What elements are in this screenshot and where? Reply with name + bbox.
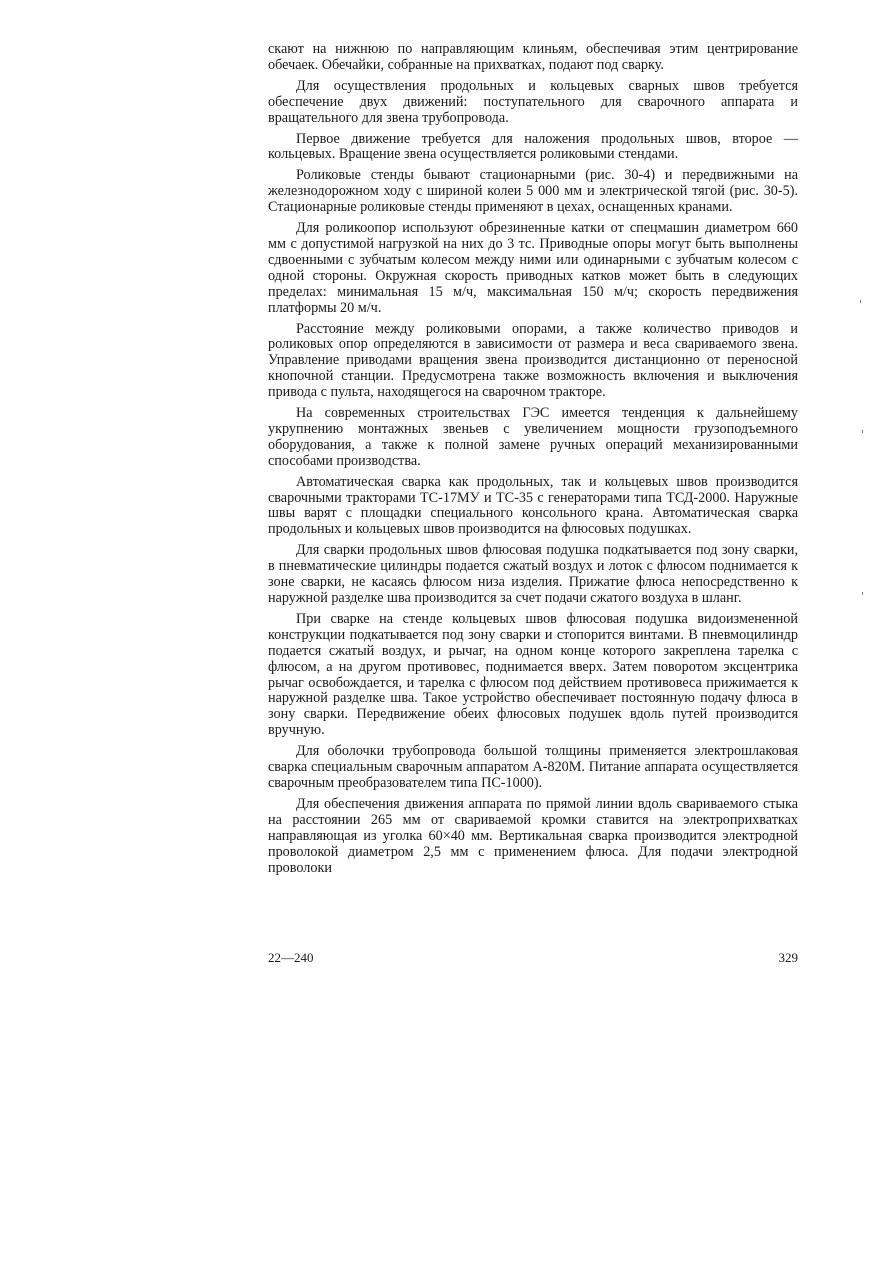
paragraph-11: Для оболочки трубопровода большой толщины применяется электрошлаковая сварка специальным сварочным аппаратом А-820М. Питание аппарата осуществляется сварочным преобразователем типа ПС-1000). bbox=[268, 743, 798, 791]
page-body bbox=[268, 42, 798, 876]
signature-mark: 22—240 bbox=[268, 950, 314, 965]
paragraph-4: Роликовые стенды бывают стационарными (рис. 30-4) и передвижными на железнодорожном ходу с шириной колеи 5 000 мм и электрической тягой (рис. 30-5). Стационарные роликовые стенды применяют в цехах, оснащенных кранами. bbox=[268, 167, 798, 216]
scan-speck bbox=[862, 592, 863, 595]
paragraph-10: При сварке на стенде кольцевых швов флюсовая подушка видоизмененной конструкции подкатывается под зону сварки и стопорится винтами. В пневмоцилиндр подается сжатый воздух, и рычаг, на одном конце которого закреплена тарелка с флюсом, а на другом противовес, поднимается вверх. Затем поворотом эксцентрика рычаг освобождается, и тарелка с флюсом под действием противовеса прижимается к наружной разделке шва. Такое устройство обеспечивает постоянную подачу флюса в зону сварки. Передвижение обеих флюсовых подушек вдоль путей производится вручную. bbox=[268, 610, 798, 739]
paragraph-1: скают на нижнюю по направляющим клиньям, обеспечивая этим центрирование обечаек. Обечайки, собранные на прихватках, подают под сварку. bbox=[268, 41, 798, 73]
paragraph-6: Расстояние между роликовыми опорами, а также количество приводов и роликовых опор определяются в зависимости от размера и веса свариваемого звена. Управление приводами вращения звена производится дистанционно от переносной кнопочной станции. Предусмотрена также возможность включения и выключения привода с пульта, находящегося на сварочном тракторе. bbox=[268, 320, 798, 401]
page-number: 329 bbox=[778, 950, 798, 965]
paragraph-3: Первое движение требуется для наложения продольных швов, второе — кольцевых. Вращение звена осуществляется роликовыми стендами. bbox=[268, 130, 798, 163]
scan-speck bbox=[860, 300, 861, 303]
paragraph-5: Для роликоопор используют обрезиненные катки от спецмашин диаметром 660 мм с допустимой нагрузкой на них до 3 тс. Приводные опоры могут быть выполнены сдвоенными с зубчатым колесом между ними или одинарными с зубчатым колесом с одной стороны. Окружная скорость приводных катков может быть в следующих пределах: минимальная 15 м/ч, максимальная 150 м/ч; скорость передвижения платформы 20 м/ч. bbox=[268, 220, 798, 316]
paragraph-8: Автоматическая сварка как продольных, так и кольцевых швов производится сварочными тракторами ТС-17МУ и ТС-35 с генераторами типа ТСД-2000. Наружные швы варят с площадки специального консольного крана. Автоматическая сварка продольных и кольцевых швов производится на флюсовых подушках. bbox=[268, 473, 798, 538]
scan-speck bbox=[862, 430, 863, 433]
paragraph-7: На современных строительствах ГЭС имеется тенденция к дальнейшему укрупнению монтажных звеньев с увеличением мощности грузоподъемного оборудования, а также к полной замене ручных операций механизированными способами производства. bbox=[268, 405, 798, 469]
paragraph-2: Для осуществления продольных и кольцевых сварных швов требуется обеспечение двух движений: поступательного для сварочного аппарата и вращательного для звена трубопровода. bbox=[268, 77, 798, 126]
page-footer bbox=[268, 950, 798, 966]
paragraph-9: Для сварки продольных швов флюсовая подушка подкатывается под зону сварки, в пневматические цилиндры подается сжатый воздух и лоток с флюсом поднимается к зоне сварки, не касаясь флюсом низа изделия. Прижатие флюса непосредственно к наружной разделке шва производится за счет подачи сжатого воздуха в шланг. bbox=[268, 542, 798, 606]
paragraph-12: Для обеспечения движения аппарата по прямой линии вдоль свариваемого стыка на расстоянии 265 мм от свариваемой кромки ставится на электроприхватках направляющая из уголка 60×40 мм. Вертикальная сварка производится электродной проволокой диаметром 2,5 мм с применением флюса. Для подачи электродной проволоки bbox=[268, 795, 798, 876]
